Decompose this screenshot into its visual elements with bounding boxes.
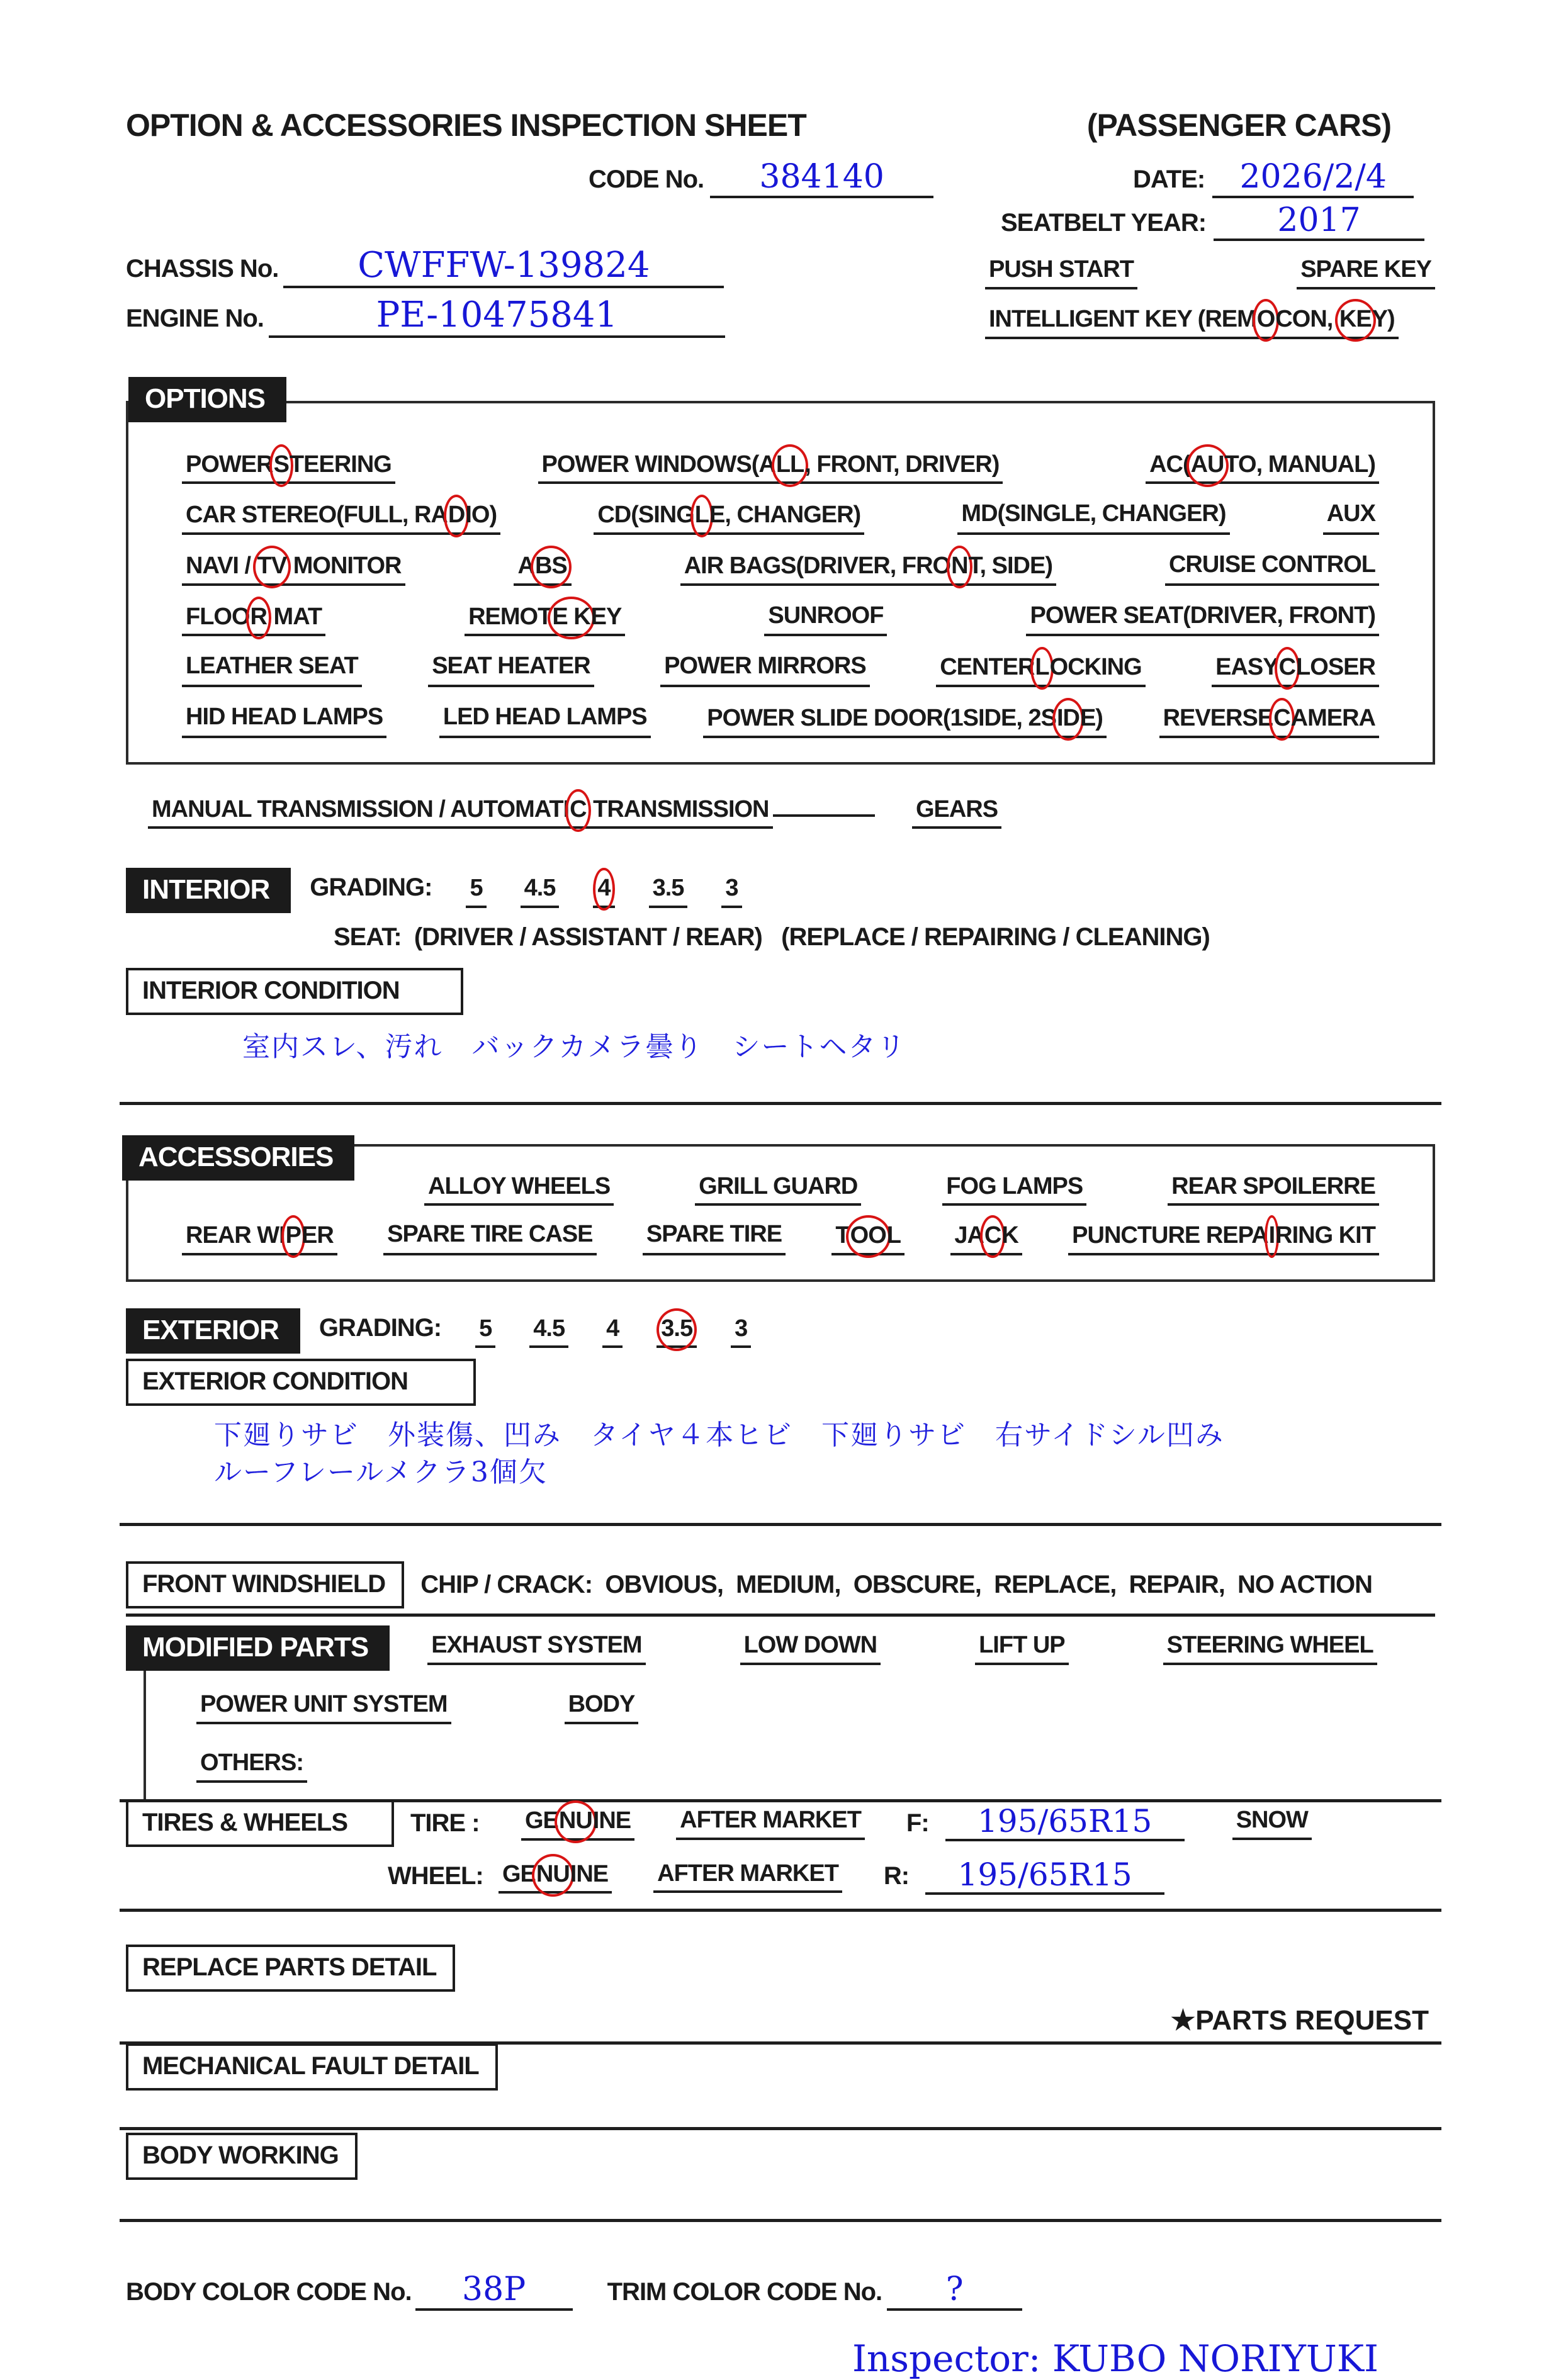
red-circle-mark: C <box>980 1215 1005 1258</box>
accessories-section-label: ACCESSORIES <box>122 1135 354 1181</box>
checklist-item: LEATHER SEAT <box>182 653 362 687</box>
red-circle-mark: L <box>690 495 713 537</box>
grade-value: 4.5 <box>521 875 560 908</box>
spare-key-item: SPARE KEY <box>1297 256 1435 289</box>
grade-value: 3 <box>721 875 741 908</box>
divider <box>120 1102 1441 1105</box>
page-subtitle: (PASSENGER CARS) <box>1086 108 1391 143</box>
grade-value <box>593 873 614 908</box>
trim-color-label: TRIM COLOR CODE No. <box>607 2278 882 2306</box>
tire-genuine-item: GENUINE <box>521 1806 634 1841</box>
windshield-row <box>126 1561 1435 1608</box>
red-circle-mark: LL <box>772 444 808 487</box>
checklist-item: POWER WINDOWS(ALL, FRONT, DRIVER) <box>538 450 1003 485</box>
checklist-item: ABS <box>514 551 571 586</box>
parts-request-row <box>126 2004 1435 2036</box>
tire-label: TIRE : <box>410 1809 480 1837</box>
interior-condition-note-row <box>242 1029 1435 1065</box>
checklist-item: POWER MIRRORS <box>660 653 870 687</box>
trim-color-field <box>887 2272 1022 2311</box>
seatbelt-value-field <box>1214 203 1424 242</box>
grade-value: 3.5 <box>649 875 688 908</box>
body-working-row <box>126 2133 1435 2180</box>
modified-parts-rows <box>144 1671 1435 1799</box>
push-start-item: PUSH START <box>985 256 1137 289</box>
checklist-item: FLOOR MAT <box>182 602 325 637</box>
checklist-row <box>128 602 1433 637</box>
gears-fill <box>773 811 875 817</box>
red-circle-mark: I <box>1265 1215 1280 1258</box>
checklist-item: AIR BAGS(DRIVER, FRONT, SIDE) <box>680 551 1056 586</box>
tire-aftermarket-item: AFTER MARKET <box>676 1807 865 1840</box>
red-circle-mark: C <box>565 789 590 832</box>
red-circle-mark: N <box>947 546 972 588</box>
page-title: OPTION & ACCESSORIES INSPECTION SHEET <box>126 108 806 143</box>
body-working-label: BODY WORKING <box>126 2133 358 2180</box>
grading-label: GRADING: <box>318 1313 442 1342</box>
exterior-condition-note-row <box>214 1417 1435 1490</box>
checklist-item: LIFT UP <box>975 1632 1069 1665</box>
key-group <box>985 256 1435 289</box>
tire-row <box>126 1800 1435 1847</box>
date-label: DATE: <box>1133 166 1205 193</box>
color-code-row <box>126 2272 1435 2311</box>
replace-parts-label: REPLACE PARTS DETAIL <box>126 1945 455 1992</box>
checklist-item: POWER SLIDE DOOR(1SIDE, 2SIDE) <box>703 704 1107 738</box>
intelligent-key-item: INTELLIGENT KEY (REMOCON, KEY) <box>985 305 1399 339</box>
checklist-item: REAR SPOILERRE <box>1168 1173 1379 1206</box>
red-circle-mark: ID <box>1052 698 1084 741</box>
engine-row <box>126 294 1435 339</box>
code-label: CODE No. <box>589 166 704 193</box>
checklist-item: SPARE TIRE <box>643 1221 786 1255</box>
checklist-row <box>128 500 1433 535</box>
checklist-item: TOOL <box>831 1221 904 1255</box>
red-circle-mark: L <box>1030 647 1053 690</box>
checklist-item: FOG LAMPS <box>942 1173 1086 1206</box>
modified-parts-label: MODIFIED PARTS <box>126 1625 390 1671</box>
seatbelt-label: SEATBELT YEAR: <box>1001 208 1207 237</box>
interior-grades <box>310 873 741 908</box>
checklist-item: CRUISE CONTROL <box>1165 551 1379 586</box>
checklist-item: AC(AUTO, MANUAL) <box>1146 450 1379 485</box>
options-section <box>126 377 1435 765</box>
body-color-value: 38P <box>462 2271 526 2309</box>
tires-wheels-label: TIRES & WHEELS <box>126 1800 394 1847</box>
interior-seat-row <box>334 923 1435 951</box>
rear-size-field <box>925 1858 1164 1895</box>
checklist-item: REAR WIPER <box>182 1221 337 1255</box>
chip-crack-line: CHIP / CRACK: OBVIOUS, MEDIUM, OBSCURE, REPLACE, REPAIR, NO ACTION <box>420 1571 1372 1599</box>
checklist-item: POWER SEAT(DRIVER, FRONT) <box>1026 602 1379 637</box>
red-circle-mark: BS <box>531 546 572 588</box>
chassis-value-field <box>283 247 724 288</box>
checklist-item: BODY <box>565 1691 639 1724</box>
interior-condition-label: INTERIOR CONDITION <box>126 968 463 1015</box>
seatbelt-value: 2017 <box>1277 201 1361 239</box>
checklist-row <box>128 653 1433 687</box>
interior-condition-row <box>126 968 1435 1015</box>
engine-label: ENGINE No. <box>126 304 264 332</box>
modified-items-row2 <box>196 1691 1435 1724</box>
grade-value: 4 <box>602 1315 623 1349</box>
accessories-section <box>126 1141 1435 1282</box>
title-row <box>126 107 1435 143</box>
wheel-row <box>388 1858 1435 1895</box>
exterior-section-label: EXTERIOR <box>126 1308 300 1354</box>
exterior-condition-note-1: 下廻りサビ 外装傷、凹み タイヤ４本ヒビ 下廻りサビ 右サイドシル凹み <box>214 1418 1224 1451</box>
red-circle-mark: 3.5 <box>657 1308 697 1351</box>
checklist-item: PUNCTURE REPAIRING KIT <box>1068 1221 1379 1255</box>
modified-parts-section <box>126 1614 1435 1799</box>
wheel-label: WHEEL: <box>388 1862 483 1890</box>
red-circle-mark: R <box>246 597 271 639</box>
grading-label: GRADING: <box>310 873 432 902</box>
checklist-item: SUNROOF <box>764 602 887 637</box>
exterior-condition-label: EXTERIOR CONDITION <box>126 1359 476 1406</box>
seat-line: SEAT: (DRIVER / ASSISTANT / REAR) (REPLACE / REPAIRING / CLEANING) <box>334 923 1210 951</box>
divider <box>120 2127 1441 2130</box>
code-date-row <box>126 160 1435 198</box>
grade-value: 5 <box>466 875 486 908</box>
exterior-grades <box>319 1314 751 1349</box>
chassis-value: CWFFW-139824 <box>358 245 650 286</box>
red-circle-mark: P <box>281 1215 305 1258</box>
engine-value-field <box>269 294 725 338</box>
snow-item: SNOW <box>1232 1807 1312 1840</box>
wheel-aftermarket-item: AFTER MARKET <box>653 1860 842 1894</box>
chassis-row <box>126 247 1435 289</box>
red-circle-mark: C <box>1275 647 1300 690</box>
checklist-item: STEERING WHEEL <box>1163 1632 1377 1665</box>
seatbelt-group <box>1001 203 1435 242</box>
red-circle-mark: AU <box>1186 444 1229 487</box>
inspector-name: Inspector: KUBO NORIYUKI <box>852 2337 1378 2380</box>
checklist-item: EASYCLOSER <box>1212 653 1379 687</box>
red-circle-mark: S <box>269 444 293 487</box>
front-windshield-label: FRONT WINDSHIELD <box>126 1561 404 1608</box>
red-circle-mark: C <box>1269 698 1294 741</box>
transmission-row <box>148 795 1435 829</box>
checklist-item: HID HEAD LAMPS <box>182 704 386 738</box>
trim-color-value: ? <box>945 2271 964 2309</box>
modified-items-row3 <box>196 1749 1435 1783</box>
wheel-genuine-item: GENUINE <box>499 1860 612 1894</box>
checklist-item: ALLOY WHEELS <box>424 1173 614 1206</box>
checklist-item: CAR STEREO(FULL, RADIO) <box>182 500 500 535</box>
code-value: 384140 <box>759 158 884 196</box>
mechanical-fault-row <box>126 2043 1435 2091</box>
grade-value: 5 <box>475 1315 495 1349</box>
red-circle-mark: 4 <box>593 868 614 911</box>
checklist-item: MD(SINGLE, CHANGER) <box>957 500 1229 535</box>
rear-size-label: R: <box>883 1862 910 1890</box>
date-value: 2026/2/4 <box>1239 158 1387 196</box>
checklist-item: LOW DOWN <box>740 1632 881 1665</box>
checklist-row <box>128 1221 1433 1255</box>
interior-condition-note: 室内スレ、汚れ バックカメラ曇り シートヘタリ <box>242 1031 906 1064</box>
checklist-item: POWERSTEERING <box>182 450 395 485</box>
red-circle-mark: TV <box>253 546 291 588</box>
checklist-item: LED HEAD LAMPS <box>439 704 651 738</box>
date-value-field <box>1212 160 1414 198</box>
exterior-condition-note-2: ルーフレールメクラ3個欠 <box>214 1456 548 1489</box>
modified-parts-row-1 <box>126 1625 1435 1671</box>
rear-size-value: 195/65R15 <box>957 1856 1132 1893</box>
checklist-item: SEAT HEATER <box>428 653 594 687</box>
parts-request-label: ★PARTS REQUEST <box>1170 2005 1429 2036</box>
checklist-item: CENTERLOCKING <box>936 653 1145 687</box>
interior-grading-row <box>126 868 1435 913</box>
checklist-item: NAVI / TV MONITOR <box>182 551 405 586</box>
mechanical-fault-label: MECHANICAL FAULT DETAIL <box>126 2043 498 2091</box>
exterior-grading-row <box>126 1308 1435 1354</box>
red-circle-mark: E K <box>548 597 594 639</box>
engine-value: PE-10475841 <box>376 294 618 335</box>
chassis-label: CHASSIS No. <box>126 255 279 283</box>
red-circle-mark: KE <box>1335 299 1376 342</box>
grade-value: 4.5 <box>529 1315 568 1349</box>
transmission-item: MANUAL TRANSMISSION / AUTOMATIC TRANSMISSION <box>148 795 773 829</box>
checklist-row <box>128 551 1433 586</box>
grade-value <box>657 1314 697 1349</box>
red-circle-mark: O <box>1253 299 1280 342</box>
exterior-condition-row <box>126 1359 1435 1406</box>
front-size-value: 195/65R15 <box>978 1802 1152 1839</box>
inspector-row <box>126 2337 1378 2380</box>
front-size-field <box>945 1802 1185 1842</box>
checklist-item: GRILL GUARD <box>695 1173 861 1206</box>
modified-items-row1 <box>427 1632 1377 1665</box>
red-circle-mark: OO <box>846 1215 891 1258</box>
checklist-item: JACK <box>950 1221 1022 1255</box>
divider <box>120 1523 1441 1526</box>
body-color-field <box>415 2272 573 2311</box>
date-group <box>1133 160 1435 198</box>
red-circle-mark: NU <box>555 1800 597 1843</box>
intelligent-key-group <box>985 305 1435 339</box>
interior-section-label: INTERIOR <box>126 868 291 913</box>
code-value-field <box>710 160 933 198</box>
body-color-label: BODY COLOR CODE No. <box>126 2278 412 2306</box>
options-box <box>126 401 1435 765</box>
front-size-label: F: <box>906 1809 929 1837</box>
divider <box>120 1909 1441 1912</box>
checklist-item: POWER UNIT SYSTEM <box>196 1691 451 1724</box>
gears-label: GEARS <box>912 796 1001 829</box>
checklist-row <box>128 450 1433 485</box>
options-section-label: OPTIONS <box>128 377 286 422</box>
checklist-item: AUX <box>1323 500 1379 535</box>
replace-parts-row <box>126 1945 1435 1992</box>
checklist-item: REMOTE KEY <box>465 602 625 637</box>
checklist-item: SPARE TIRE CASE <box>383 1221 596 1255</box>
checklist-item: CD(SINGLE, CHANGER) <box>594 500 864 535</box>
checklist-item: OTHERS: <box>196 1749 307 1783</box>
checklist-item: EXHAUST SYSTEM <box>427 1632 645 1665</box>
grade-value: 3 <box>731 1315 751 1349</box>
divider <box>120 2219 1441 2222</box>
red-circle-mark: NU <box>532 1854 574 1897</box>
red-circle-mark: D <box>444 495 469 537</box>
checklist-item: REVERSECAMERA <box>1159 704 1379 738</box>
seatbelt-row <box>126 203 1435 242</box>
checklist-row <box>128 704 1433 738</box>
